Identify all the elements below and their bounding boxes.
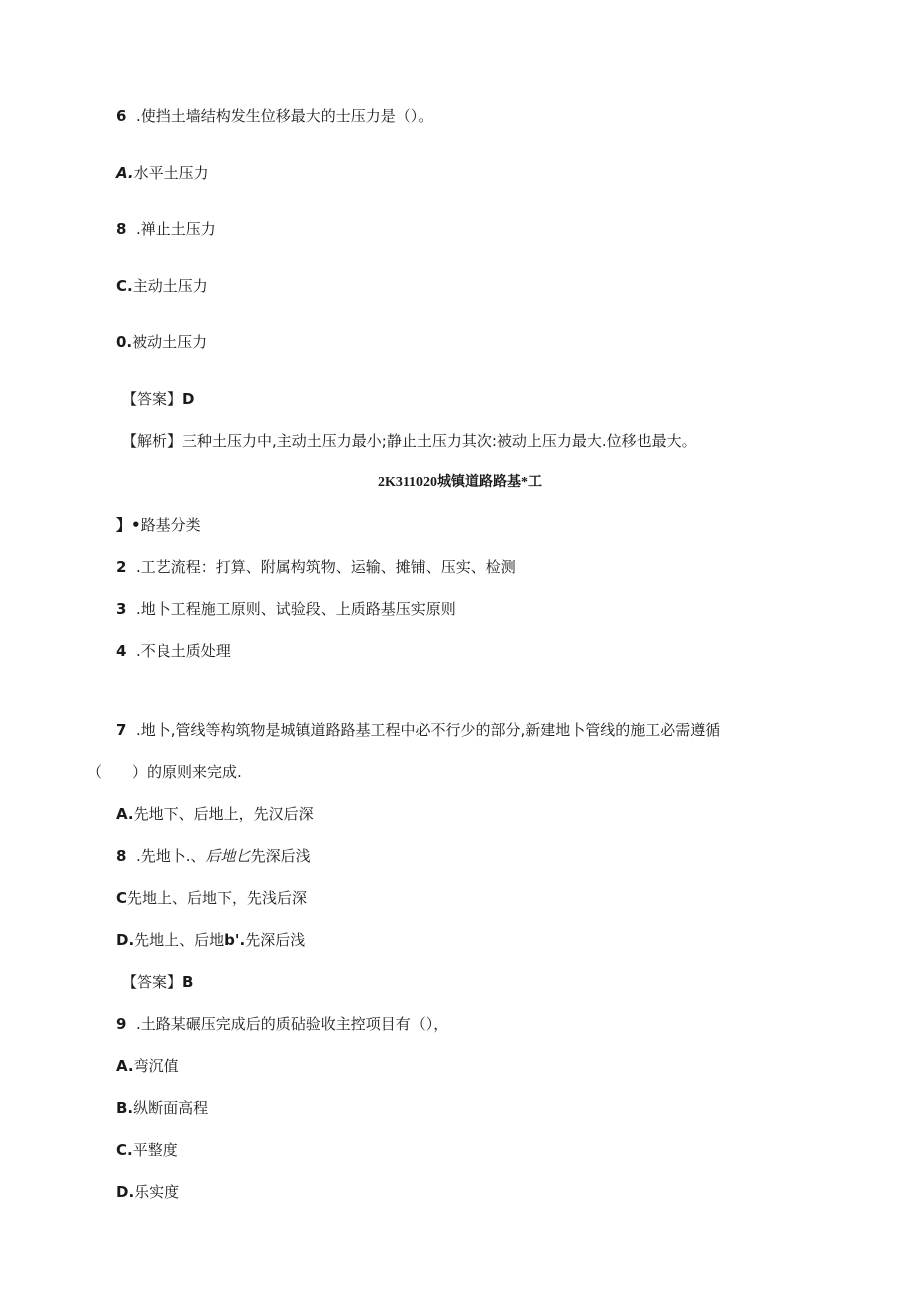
- section-item-2-text: .工艺流程：打算、附属构筑物、运输、摊铺、压实、检测: [136, 558, 516, 576]
- q6-option-b: [116, 219, 216, 239]
- section-item-3: [116, 599, 456, 619]
- q9-option-c-text: 平整度: [132, 1141, 178, 1159]
- q7-option-a: [116, 804, 314, 824]
- q9-stem-text: .土路某碾压完成后的质砧验收主控项目有（），: [136, 1015, 449, 1033]
- q6-option-c: [116, 276, 208, 296]
- section-subhead-mark: 】•: [116, 516, 141, 534]
- q6-option-d-text: 被动土压力: [132, 333, 208, 351]
- q7-number: 7: [116, 721, 127, 739]
- q9-option-c-prefix: C.: [116, 1141, 133, 1159]
- q7-option-d-text-a: 先地上、后地: [134, 931, 225, 949]
- q6-option-c-prefix: C.: [116, 277, 133, 295]
- q6-option-c-text: 主动土压力: [132, 277, 208, 295]
- section-item-4-text: .不良土质处理: [136, 642, 231, 660]
- q6-option-a-text: 水平土压力: [133, 164, 209, 182]
- q7-stem-line1-text: .地卜,管线等构筑物是城镇道路路基工程中必不行少的部分,新建地卜管线的施工必需遵循: [136, 721, 721, 739]
- q9-option-d-text: 乐实度: [134, 1183, 180, 1201]
- q6-option-a-prefix: A.: [116, 164, 134, 182]
- q6-analysis: [122, 431, 697, 451]
- q6-option-a: [116, 163, 209, 183]
- q9-option-c: [116, 1140, 178, 1160]
- q7-option-c-prefix: C: [116, 889, 128, 907]
- q6-option-d-prefix: 0.: [116, 333, 133, 351]
- q7-stem-line1: [116, 720, 720, 740]
- q6-answer-label: 【答案】: [122, 390, 183, 408]
- q7-option-c: [116, 888, 307, 908]
- q6-stem-text: .使挡土墙结构发生位移最大的士压力是（）。: [136, 107, 434, 125]
- q7-answer-label: 【答案】: [122, 973, 183, 991]
- q6-analysis-label: 【解析】: [122, 432, 183, 450]
- q9-number: 9: [116, 1015, 127, 1033]
- q7-option-c-text: 先地上、后地下，先浅后深: [127, 889, 308, 907]
- q9-option-a: [116, 1056, 179, 1076]
- q9-option-d-prefix: D.: [116, 1183, 135, 1201]
- section-title: 2K311020城镇道路路基*工: [377, 475, 543, 490]
- section-item-3-number: 3: [116, 600, 127, 618]
- q7-option-b: [116, 846, 311, 866]
- q9-option-b-prefix: B.: [116, 1099, 134, 1117]
- q6-option-d: [116, 332, 207, 352]
- q9-option-d: [116, 1182, 179, 1202]
- q6-answer: [122, 389, 194, 409]
- q7-option-b-text-b: 后地匕: [205, 847, 251, 865]
- q7-stem-line2: （ ）的原则来完成.: [87, 763, 242, 781]
- q7-option-d-prefix: D.: [116, 931, 135, 949]
- q7-option-d-text-b: b'.: [224, 931, 246, 949]
- q7-option-d-text-c: 先深后浅: [245, 931, 306, 949]
- q9-option-a-text: 弯沉值: [133, 1057, 179, 1075]
- q7-answer-value: B: [182, 973, 194, 991]
- section-item-3-text: .地卜工程施工原则、试验段、上质路基压实原则: [136, 600, 456, 618]
- q6-number: 6: [116, 107, 127, 125]
- q7-option-a-prefix: A.: [116, 805, 134, 823]
- q9-stem: [116, 1014, 448, 1034]
- q6-analysis-text: 三种土压力中,主动土压力最小;静止土压力其次:被动上压力最大.位移也最大。: [182, 432, 697, 450]
- q7-option-a-text: 先地下、后地上，先汉后深: [133, 805, 314, 823]
- q9-option-b: [116, 1098, 208, 1118]
- section-subhead: [116, 515, 201, 535]
- q7-answer: [122, 972, 193, 992]
- section-item-4-number: 4: [116, 642, 127, 660]
- section-item-2: [116, 557, 516, 577]
- q6-answer-value: D: [182, 390, 195, 408]
- q6-option-b-text: .禅止土压力: [136, 220, 216, 238]
- q7-option-b-text-a: .先地卜.、: [136, 847, 206, 865]
- q6-option-b-prefix: 8: [116, 220, 127, 238]
- q7-option-d: [116, 930, 305, 950]
- section-subhead-text: 路基分类: [140, 516, 201, 534]
- section-item-4: [116, 641, 231, 661]
- q9-option-b-text: 纵断面高程: [133, 1099, 209, 1117]
- q7-option-b-text-c: 先深后浅: [250, 847, 311, 865]
- q7-option-b-prefix: 8: [116, 847, 127, 865]
- q9-option-a-prefix: A.: [116, 1057, 134, 1075]
- q6-stem: [116, 106, 433, 126]
- section-item-2-number: 2: [116, 558, 127, 576]
